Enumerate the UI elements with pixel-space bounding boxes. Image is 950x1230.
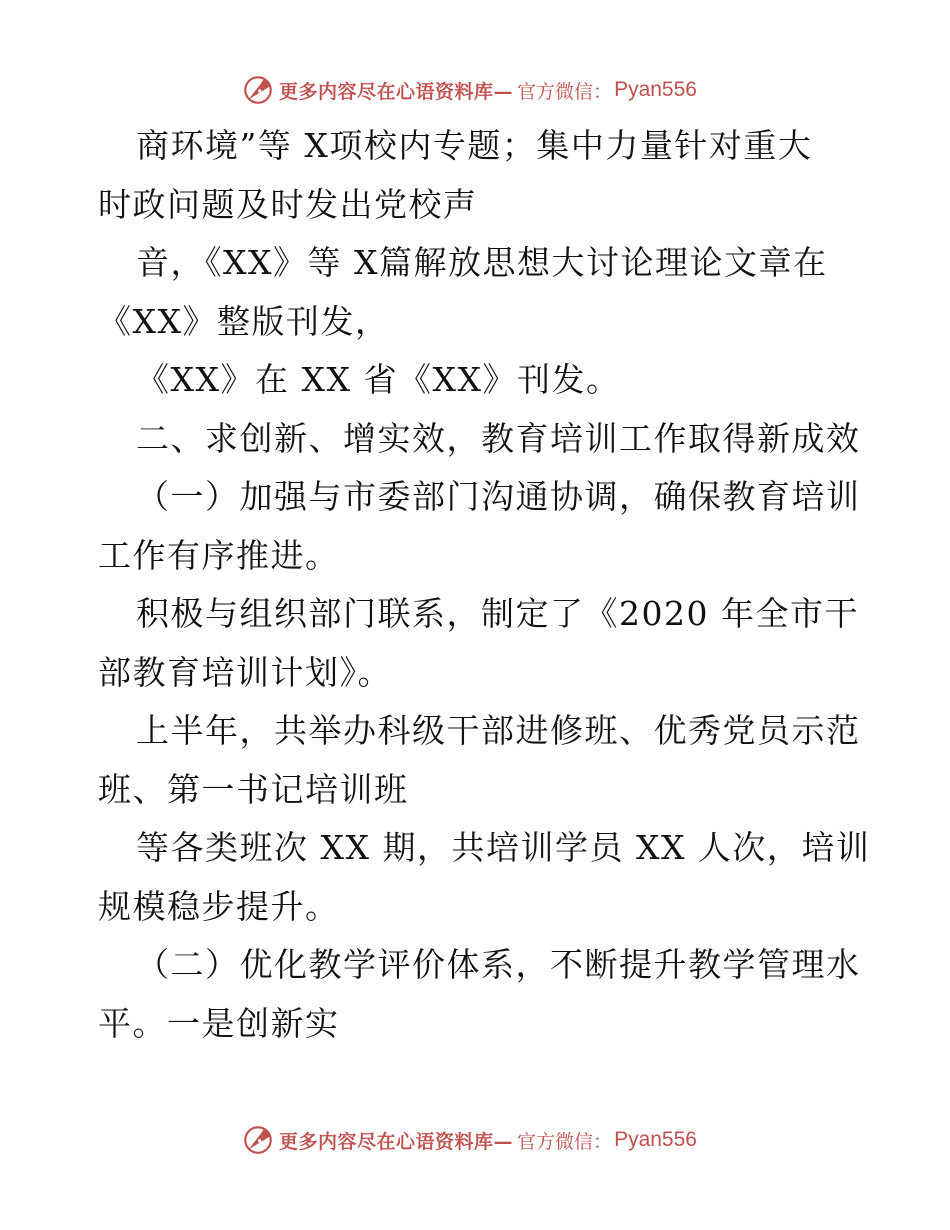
pen-nib-logo-icon	[241, 1123, 275, 1157]
header-wechat-label: 官方微信：	[517, 80, 613, 103]
body-line: 音，《XX》等 X篇解放思想大讨论理论文章在	[136, 243, 828, 282]
body-line: 时政问题及时发出党校声	[98, 184, 478, 224]
pen-nib-logo-icon	[241, 73, 275, 107]
footer-banner	[0, 1120, 950, 1160]
body-line: 平。一是创新实	[98, 1003, 340, 1043]
header-wechat-id: Pyan556	[614, 78, 697, 101]
body-line: 《XX》整版刊发，	[98, 301, 390, 341]
subsection-heading: （二）优化教学评价体系，不断提升教学管理水	[136, 945, 861, 984]
body-line: 工作有序推进。	[98, 535, 340, 575]
body-line: 规模稳步提升。	[98, 886, 340, 926]
footer-site-text: 更多内容尽在心语资料库—	[279, 1130, 514, 1153]
footer-wechat-label: 官方微信：	[517, 1130, 613, 1153]
section-heading: 二、求创新、增实效，教育培训工作取得新成效	[136, 418, 861, 458]
header-banner	[0, 70, 950, 110]
document-body	[98, 117, 871, 1053]
body-line: 班、第一书记培训班	[98, 769, 409, 809]
body-line: 等各类班次 XX 期，共培训学员 XX 人次，培训	[136, 828, 871, 867]
footer-wechat-id: Pyan556	[614, 1128, 697, 1151]
body-line: 积极与组织部门联系，制定了《2020 年全市干	[136, 594, 859, 633]
header-site-text: 更多内容尽在心语资料库—	[279, 80, 514, 103]
body-line: 部教育培训计划》。	[98, 652, 392, 692]
body-line: 上半年，共举办科级干部进修班、优秀党员示范	[136, 711, 861, 750]
body-line: 《XX》在 XX 省《XX》刊发。	[136, 360, 621, 399]
subsection-heading: （一）加强与市委部门沟通协调，确保教育培训	[136, 477, 861, 516]
body-line: 商环境”等 X项校内专题；集中力量针对重大	[136, 126, 813, 165]
